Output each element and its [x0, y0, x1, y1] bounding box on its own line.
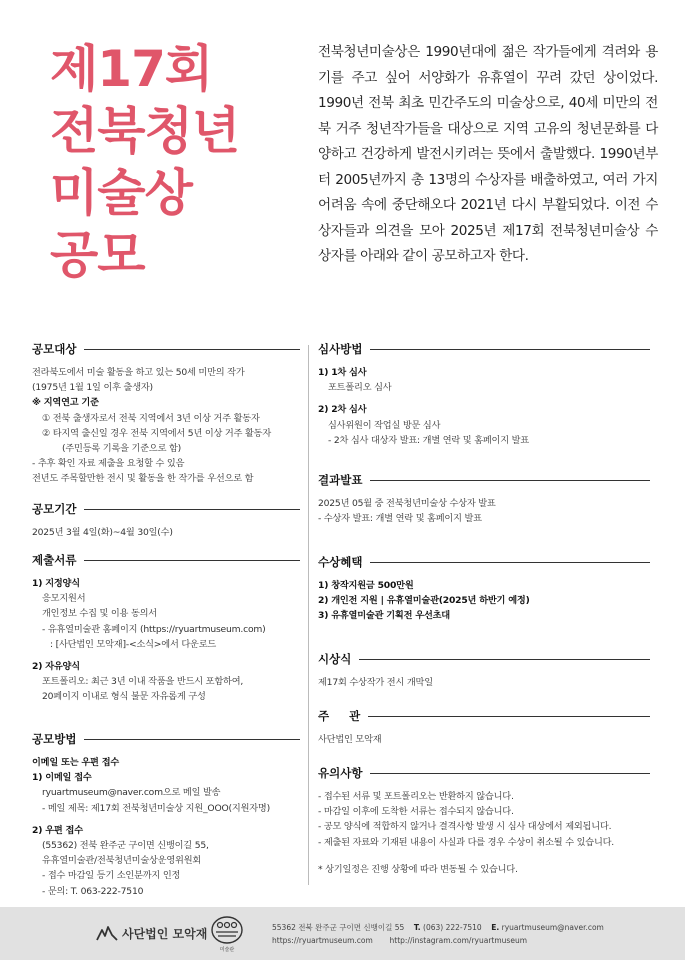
text-line: 2025년 3월 4일(화)~4월 30일(수) — [32, 527, 173, 538]
text-line: * 상기일정은 진행 상황에 따라 변동될 수 있습니다. — [318, 863, 518, 875]
text-line: 제17회 수상작가 전시 개막일 — [318, 677, 433, 688]
tel-label: T. — [413, 923, 421, 932]
org-logo-text: 사단법인 모악재 — [122, 926, 208, 941]
section-header — [318, 764, 650, 782]
museum-logo — [211, 915, 243, 955]
text-line: 2) 2차 심사 — [318, 404, 367, 416]
text-line: - 문의: T. 063-222-7510 — [42, 885, 144, 897]
section-rule — [370, 480, 650, 481]
org-logo — [96, 924, 207, 942]
section-rule — [368, 716, 650, 717]
section-notes — [318, 764, 650, 877]
text-line: (1975년 1월 1일 이후 출생자) — [32, 382, 153, 394]
text-line: 포트폴리오: 최근 3년 이내 작품을 반드시 포함하여, — [42, 676, 244, 688]
section-rule — [370, 773, 650, 774]
section-rule — [370, 349, 650, 350]
text-line: 전라북도에서 미술 활동을 하고 있는 50세 미만의 작가 — [32, 367, 245, 378]
column-divider — [308, 345, 309, 885]
museum-logo-text: 미술관 — [219, 947, 235, 953]
text-line: 2025년 05월 중 전북청년미술상 수상자 발표 — [318, 498, 496, 509]
intro-paragraph — [318, 40, 662, 270]
section-title: 결과발표 — [318, 473, 363, 487]
text-line: - 접수 마감일 등기 소인분까지 인정 — [42, 870, 181, 882]
museum-emblem-icon — [211, 915, 243, 945]
text-line: 3) 유휴열미술관 기획전 우선초대 — [318, 610, 450, 622]
section-header — [318, 553, 650, 571]
text-line: 2) 개인전 지원 | 유휴열미술관(2025년 하반기 예정) — [318, 595, 530, 607]
text-line: 전년도 주목할만한 전시 및 활동을 한 작가를 우선으로 함 — [32, 473, 254, 485]
section-benefits — [318, 553, 650, 624]
section-rule — [84, 560, 300, 561]
footer — [0, 907, 685, 960]
section-header — [32, 340, 300, 358]
footer-contact — [272, 921, 604, 947]
mountain-logo-icon — [96, 924, 118, 942]
section-title: 공모대상 — [32, 342, 77, 356]
text-line: - 2차 심사 대상자 발표: 개별 연락 및 홈페이지 발표 — [328, 434, 529, 446]
section-rule — [84, 349, 300, 350]
footer-website-link[interactable]: https://ryuartmuseum.com — [272, 936, 373, 945]
text-line: ② 타지역 출신일 경우 전북 지역에서 5년 이상 거주 활동자 — [42, 427, 272, 439]
text-line: (주민등록 기록을 기준으로 함) — [62, 443, 182, 455]
section-title: 심사방법 — [318, 342, 363, 356]
section-header — [32, 730, 300, 748]
intro-text: 전북청년미술상은 1990년대에 젊은 작가들에게 격려와 용기를 주고 싶어 서양화가 유휴열이 꾸려 갔던 상이었다. 1990년 전북 최초 민간주도의 미술상으로, 40세 미만의 전북 거주 청년작가들을 대상으로 지역 고유의 청년문화를 다양하고 건강하게 발전시키려는 뜻에서 출발했다. 1990년부터 2005년까지 총 13명의 수상자를 배출하였고, 여러 가지 어려움 속에 중단해오다 2021년 다시 부활되었다. 이전 수상자들과 의견을 모아 2025년 제17회 전북청년미술상 수상자를 아래와 같이 공모하고자 한다. — [318, 44, 662, 264]
text-line: : [사단법인 모악재]-<소식>에서 다운로드 — [50, 638, 217, 650]
footer-tel: (063) 222-7510 — [423, 923, 482, 932]
text-line: - 유휴열미술관 홈페이지 (https://ryuartmuseum.com) — [42, 623, 266, 635]
section-title: 수상혜택 — [318, 555, 363, 569]
section-header — [318, 340, 650, 358]
text-line: 응모지원서 — [42, 593, 86, 605]
text-line: 1) 1차 심사 — [318, 367, 367, 378]
text-line: ※ 지역연고 기준 — [32, 397, 99, 409]
text-line: 유휴열미술관/전북청년미술상운영위원회 — [42, 855, 202, 867]
section-title: 공모방법 — [32, 732, 77, 746]
text-line: (55362) 전북 완주군 구이면 신뱅이길 55, — [42, 840, 209, 852]
section-title: 제출서류 — [32, 553, 77, 567]
email-label: E. — [491, 923, 500, 932]
section-title: 시상식 — [318, 652, 352, 666]
text-line: 20페이지 이내로 형식 불문 자유롭게 구성 — [42, 691, 206, 703]
section-title: 유의사항 — [318, 766, 363, 780]
poster-title — [50, 38, 239, 286]
section-results — [318, 471, 650, 526]
section-header — [318, 471, 650, 489]
text-line: 사단법인 모악재 — [318, 734, 382, 745]
text-line: - 공모 양식에 적합하지 않거나 결격사항 발생 시 심사 대상에서 제외됩니다. — [318, 821, 612, 833]
section-rule — [359, 659, 650, 660]
section-rule — [84, 509, 300, 510]
section-title: 주 관 — [318, 709, 361, 723]
section-method — [32, 730, 300, 899]
section-rule — [370, 562, 650, 563]
text-line: 1) 지정양식 — [32, 578, 80, 589]
section-title: 공모기간 — [32, 502, 77, 516]
footer-email[interactable]: ryuartmuseum@naver.com — [501, 923, 604, 932]
title-line: 미술상 — [50, 164, 192, 222]
text-line: 포트폴리오 심사 — [328, 382, 392, 394]
section-header — [32, 500, 300, 518]
text-line: 2) 우편 접수 — [32, 824, 83, 836]
text-line: - 수상자 발표: 개별 연락 및 홈페이지 발표 — [318, 513, 482, 525]
section-header — [32, 551, 300, 569]
section-eligibility — [32, 340, 300, 487]
section-rule — [84, 739, 300, 740]
title-line: 제17회 — [50, 40, 213, 98]
text-line: - 추후 확인 자료 제출을 요청할 수 있음 — [32, 458, 185, 470]
text-line: 심사위원이 작업실 방문 심사 — [328, 419, 441, 431]
section-header — [318, 707, 650, 725]
text-line: 개인정보 수집 및 이용 동의서 — [42, 608, 157, 620]
title-line: 전북청년 — [50, 102, 240, 160]
text-line: 이메일 또는 우편 접수 — [32, 757, 120, 768]
footer-instagram-link[interactable]: http://instagram.com/ryuartmuseum — [389, 936, 527, 945]
text-line: - 제출된 자료와 기재된 내용이 사실과 다를 경우 수상이 취소될 수 있습니다. — [318, 836, 615, 848]
text-line: - 마감일 이후에 도착한 서류는 접수되지 않습니다. — [318, 806, 514, 818]
section-documents — [32, 551, 300, 705]
text-line: ryuartmuseum@naver.com으로 메일 발송 — [42, 787, 221, 799]
title-line: 공모 — [50, 226, 145, 284]
text-line: ① 전북 출생자로서 전북 지역에서 3년 이상 거주 활동자 — [42, 412, 260, 424]
text-line: - 메일 제목: 제17회 전북청년미술상 지원_OOO(지원자명) — [42, 802, 270, 814]
text-line: 1) 창작지원금 500만원 — [318, 580, 414, 591]
text-line: 1) 이메일 접수 — [32, 772, 92, 784]
section-period — [32, 500, 300, 540]
text-line: - 접수된 서류 및 포트폴리오는 반환하지 않습니다. — [318, 791, 514, 802]
section-header — [318, 650, 650, 668]
section-host — [318, 707, 650, 747]
section-ceremony — [318, 650, 650, 690]
text-line: 2) 자유양식 — [32, 661, 80, 673]
footer-address: 55362 전북 완주군 구이면 신뱅이길 55 — [272, 923, 405, 932]
section-review — [318, 340, 650, 448]
